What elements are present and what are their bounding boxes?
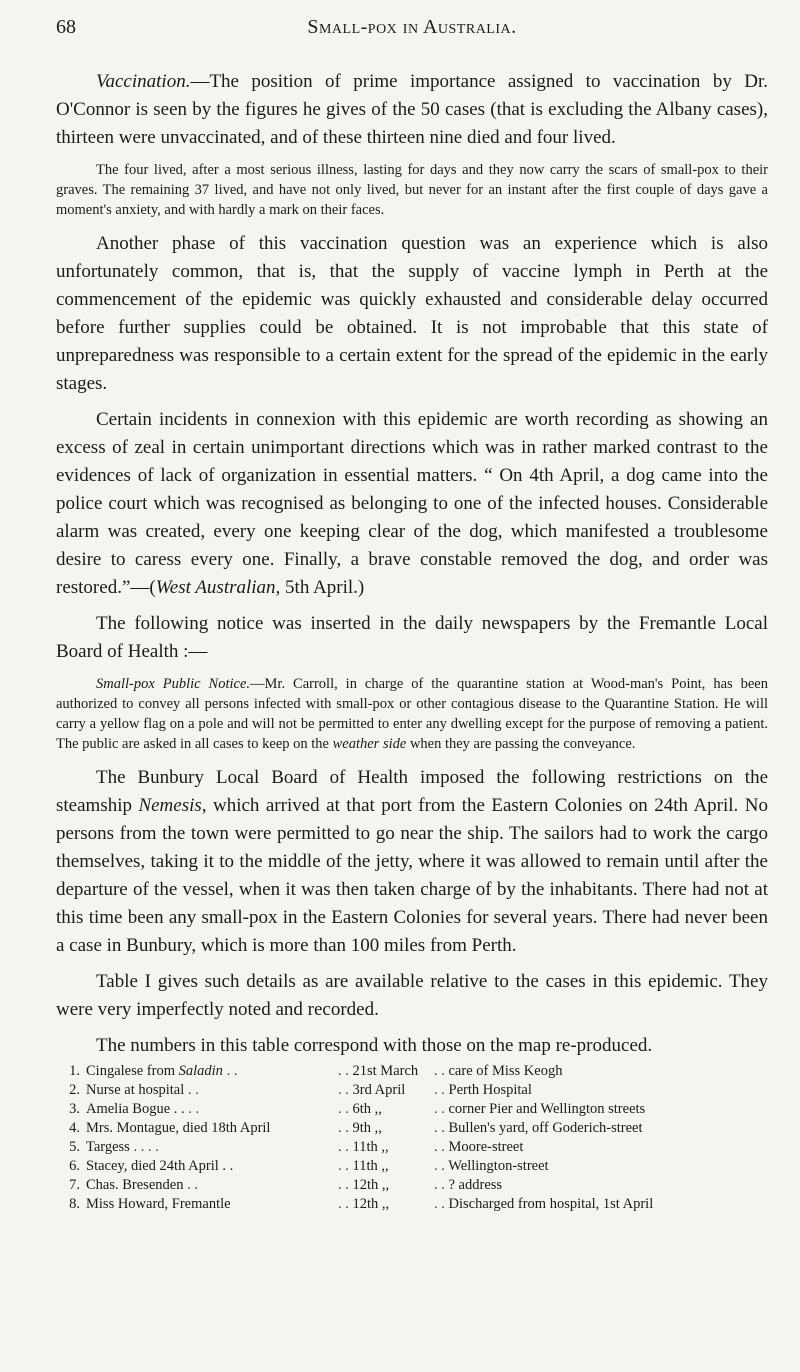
date-leader-dots: . .	[338, 1101, 353, 1117]
case-place-cell	[434, 1176, 768, 1195]
case-date: 21st March	[352, 1063, 419, 1079]
case-date-cell	[338, 1195, 434, 1214]
case-date: 11th ,,	[352, 1139, 389, 1155]
case-place-cell	[434, 1062, 768, 1081]
table-row	[56, 1138, 768, 1157]
case-name: Miss Howard, Fremantle	[86, 1196, 231, 1212]
case-name-italic: Saladin	[178, 1063, 223, 1079]
incidents-text: Certain incidents in connexion with this epidemic are worth recording as showing an excess of zeal in certain unimportant directions which was in rather marked contrast to the evidences of lack of organization in essential matters. “ On 4th April, a dog came into the police court which was recognised as belonging to one of the infected houses. Considerable alarm was created, every one keeping clear of the dog, which manifested a troublesome desire to caress every one. Finally, a brave constable removed the dog, and order was restored.”—(	[56, 409, 768, 598]
date-leader-dots: . .	[338, 1196, 353, 1212]
case-place-cell	[434, 1100, 768, 1119]
case-date: 12th ,,	[352, 1196, 390, 1212]
case-number: 6.	[69, 1158, 80, 1174]
cases-table	[56, 1062, 768, 1214]
place-leader-dots: . .	[434, 1101, 449, 1117]
case-place-cell	[434, 1157, 768, 1176]
case-place-cell	[434, 1119, 768, 1138]
place-leader-dots: . .	[434, 1139, 449, 1155]
date-leader-dots: . .	[338, 1063, 353, 1079]
notice-text-a: —Mr. Carroll, in charge of the quarantine station at Wood-man's Point, has been authorized to convey all persons infected with small-pox or other contagious disease to the Quarantine Station. He will carry a yellow flag on a pole and will not be permitted to enter any dwelling except for the purpose of removing a patient. The public are asked in all cases to keep on the	[56, 676, 768, 752]
table-row	[56, 1062, 768, 1081]
case-date-cell	[338, 1062, 434, 1081]
date-leader-dots: . .	[338, 1139, 353, 1155]
case-date: 3rd April	[352, 1082, 406, 1098]
case-name-cell	[86, 1081, 338, 1100]
paragraph-bunbury	[56, 764, 768, 960]
place-leader-dots: . .	[434, 1177, 449, 1193]
case-name: Mrs. Montague, died 18th April	[86, 1120, 271, 1136]
case-date-cell	[338, 1157, 434, 1176]
case-date-cell	[338, 1176, 434, 1195]
public-notice	[56, 674, 768, 754]
table-row	[56, 1081, 768, 1100]
page-header	[56, 16, 768, 52]
case-date: 9th ,,	[352, 1120, 382, 1136]
paragraph-notice-intro: The following notice was inserted in the daily newspapers by the Fremantle Local Board of Health :—	[56, 613, 768, 662]
bunbury-text-a: The Bunbury Local Board of Health imposed the following restrictions on the steamship	[56, 767, 768, 816]
case-place: corner Pier and Wellington streets	[448, 1101, 646, 1117]
case-name-cell	[86, 1100, 338, 1119]
incidents-date: 5th April.)	[280, 577, 365, 598]
case-place: Perth Hospital	[448, 1082, 532, 1098]
case-date: 6th ,,	[352, 1101, 382, 1117]
place-leader-dots: . .	[434, 1082, 449, 1098]
case-name-cell	[86, 1176, 338, 1195]
table-row	[56, 1100, 768, 1119]
case-date-cell	[338, 1138, 434, 1157]
case-name-cell	[86, 1138, 338, 1157]
paragraph-vaccination	[56, 68, 768, 152]
running-title-text: Small-pox in Australia.	[307, 16, 517, 38]
bunbury-text-b: which arrived at that port from the Eastern Colonies on 24th April. No persons from the town were permitted to go near the ship. The sailors had to work the cargo themselves, taking it to the middle of the jetty, where it was allowed to remain until after the departure of the vessel, when it was then taken charge of by the inhabitants. There had not at this time been any small-pox in the Eastern Colonies for several years. There had never been a case in Bunbury, which is more than 100 miles from Perth.	[56, 795, 768, 956]
case-place-cell	[434, 1081, 768, 1100]
case-place: ? address	[448, 1177, 503, 1193]
date-leader-dots: . .	[338, 1082, 353, 1098]
case-place-cell	[434, 1195, 768, 1214]
case-date-cell	[338, 1100, 434, 1119]
case-date-cell	[338, 1119, 434, 1138]
paragraph-map-note: The numbers in this table correspond with those on the map re-produced.	[96, 1035, 653, 1056]
case-place: Wellington-street	[448, 1158, 549, 1174]
date-leader-dots: . .	[338, 1177, 353, 1193]
ship-name: Nemesis,	[138, 795, 207, 816]
name-leader-dots: . .	[184, 1082, 199, 1098]
table-row	[56, 1195, 768, 1214]
case-place: Moore-street	[448, 1139, 524, 1155]
case-date: 12th ,,	[352, 1177, 390, 1193]
case-name-cell	[86, 1119, 338, 1138]
table-row	[56, 1119, 768, 1138]
table-row	[56, 1176, 768, 1195]
case-name: Chas. Bresenden	[86, 1177, 184, 1193]
date-leader-dots: . .	[338, 1120, 353, 1136]
name-leader-dots: . .	[184, 1101, 200, 1117]
paragraph-lymph-supply: Another phase of this vaccination question was an experience which is also unfortunately common, that is, that the supply of vaccine lymph in Perth at the commencement of the epidemic was quickly exhausted and considerable delay occurred before further supplies could be obtained. It is not improbable that this state of unpreparedness was responsible to a certain extent for the spread of the epidemic in the early stages.	[56, 233, 768, 394]
case-number: 1.	[69, 1063, 80, 1079]
place-leader-dots: . .	[434, 1063, 449, 1079]
case-place-cell	[434, 1138, 768, 1157]
name-leader-dots: . .	[183, 1177, 198, 1193]
place-leader-dots: . .	[434, 1120, 449, 1136]
case-place: Bullen's yard, off Goderich-street	[448, 1120, 643, 1136]
name-leader-dots: . . . .	[129, 1139, 159, 1155]
paragraph-table-intro: Table I gives such details as are available relative to the cases in this epidemic. They were very imperfectly noted and recorded.	[56, 971, 768, 1020]
date-leader-dots: . .	[338, 1158, 353, 1174]
case-name: Stacey, died 24th April . .	[86, 1158, 234, 1174]
page-number: 68	[56, 16, 76, 38]
case-date-cell	[338, 1081, 434, 1100]
case-number: 8.	[69, 1196, 80, 1212]
vaccination-text: —The position of prime importance assigned to vaccination by Dr. O'Connor is seen by the figures he gives of the 50 cases (that is excluding the Albany cases), thirteen were unvaccinated, and of these thirteen nine died and four lived.	[56, 71, 768, 148]
case-place: care of Miss Keogh	[448, 1063, 563, 1079]
name-leader-dots: . .	[222, 1063, 238, 1079]
case-name: Nurse at hospital	[86, 1082, 185, 1098]
case-name-cell	[86, 1195, 338, 1214]
place-leader-dots: . .	[434, 1158, 449, 1174]
case-name: Cingalese from	[86, 1063, 179, 1079]
paragraph-vaccination-note: The four lived, after a most serious illness, lasting for days and they now carry the scars of small-pox to their graves. The remaining 37 lived, and have not only lived, but never for an instant after the first couple of days gave a moment's anxiety, and with hardly a mark on their faces.	[56, 162, 768, 218]
case-place: Discharged from hospital, 1st April	[448, 1196, 654, 1212]
paragraph-incidents	[56, 406, 768, 602]
case-name-cell	[86, 1157, 338, 1176]
table-row	[56, 1157, 768, 1176]
case-date: 11th ,,	[352, 1158, 389, 1174]
case-number: 4.	[69, 1120, 80, 1136]
case-number: 5.	[69, 1139, 80, 1155]
page-body	[56, 68, 768, 1214]
notice-italic: weather side	[332, 736, 407, 752]
case-name-cell	[86, 1062, 338, 1081]
case-name: Targess	[86, 1139, 130, 1155]
vaccination-heading: Vaccination.	[96, 71, 191, 92]
case-name: Amelia Bogue . .	[86, 1101, 185, 1117]
case-number: 7.	[69, 1177, 80, 1193]
case-number: 2.	[69, 1082, 80, 1098]
case-number: 3.	[69, 1101, 80, 1117]
notice-text-b: when they are passing the conveyance.	[406, 736, 636, 752]
running-title	[56, 16, 768, 39]
place-leader-dots: . .	[434, 1196, 449, 1212]
incidents-source: West Australian,	[155, 577, 281, 598]
notice-title: Small-pox Public Notice.	[96, 676, 251, 692]
